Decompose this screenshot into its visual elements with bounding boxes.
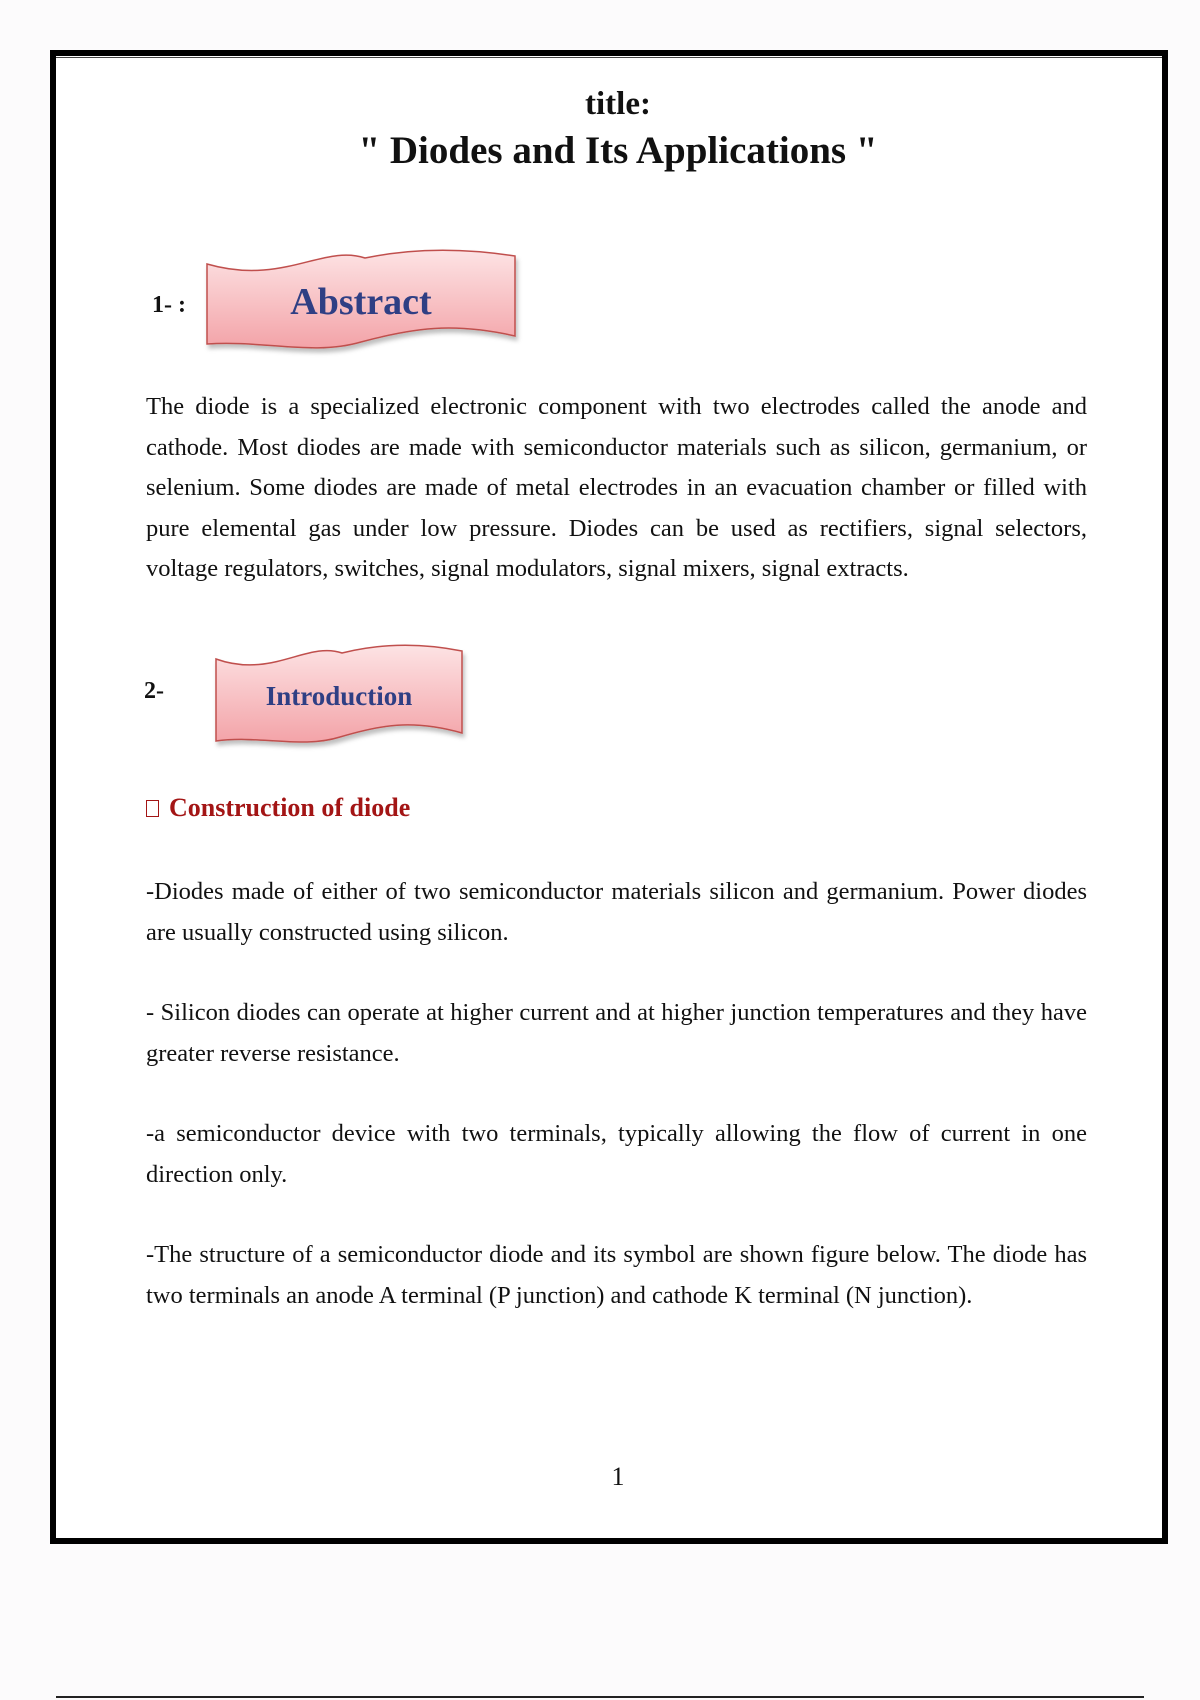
abstract-banner	[203, 250, 519, 350]
abstract-heading: Abstract	[290, 281, 432, 323]
section-number-abstract: 1- :	[152, 292, 186, 318]
title-label: title:	[585, 86, 651, 122]
introduction-heading: Introduction	[265, 681, 413, 711]
intro-paragraph-1: -Diodes made of either of two semiconductor materials silicon and germanium. Power diodes are usually constructed using silicon.	[146, 878, 1087, 946]
introduction-banner	[212, 645, 466, 745]
abstract-paragraph: The diode is a specialized electronic component with two electrodes called the anode and cathode. Most diodes are made with semiconductor materials such as silicon, germanium, or selenium. Some diodes are made of metal electrodes in an evacuation chamber or filled with pure elemental gas under low pressure. Diodes can be used as rectifiers, signal selectors, voltage regulators, switches, signal modulators, signal mixers, signal extracts.	[146, 393, 1087, 582]
document-title: " Diodes and Its Applications "	[358, 129, 878, 172]
page-number: 1	[611, 1462, 625, 1491]
intro-paragraph-2: - Silicon diodes can operate at higher current and at higher junction temperatures and they have greater reverse resistance.	[146, 999, 1087, 1067]
construction-subheading-text: Construction of diode	[169, 793, 411, 822]
construction-subheading	[146, 793, 410, 823]
intro-paragraph-4: -The structure of a semiconductor diode and its symbol are shown figure below. The diode has two terminals an anode A terminal (P junction) and cathode K terminal (N junction).	[146, 1241, 1087, 1309]
section-number-introduction: 2-	[144, 678, 164, 704]
intro-paragraph-3: -a semiconductor device with two terminals, typically allowing the flow of current in one direction only.	[146, 1120, 1087, 1188]
checkbox-bullet-icon	[146, 800, 159, 817]
bottom-rule	[56, 1696, 1144, 1698]
